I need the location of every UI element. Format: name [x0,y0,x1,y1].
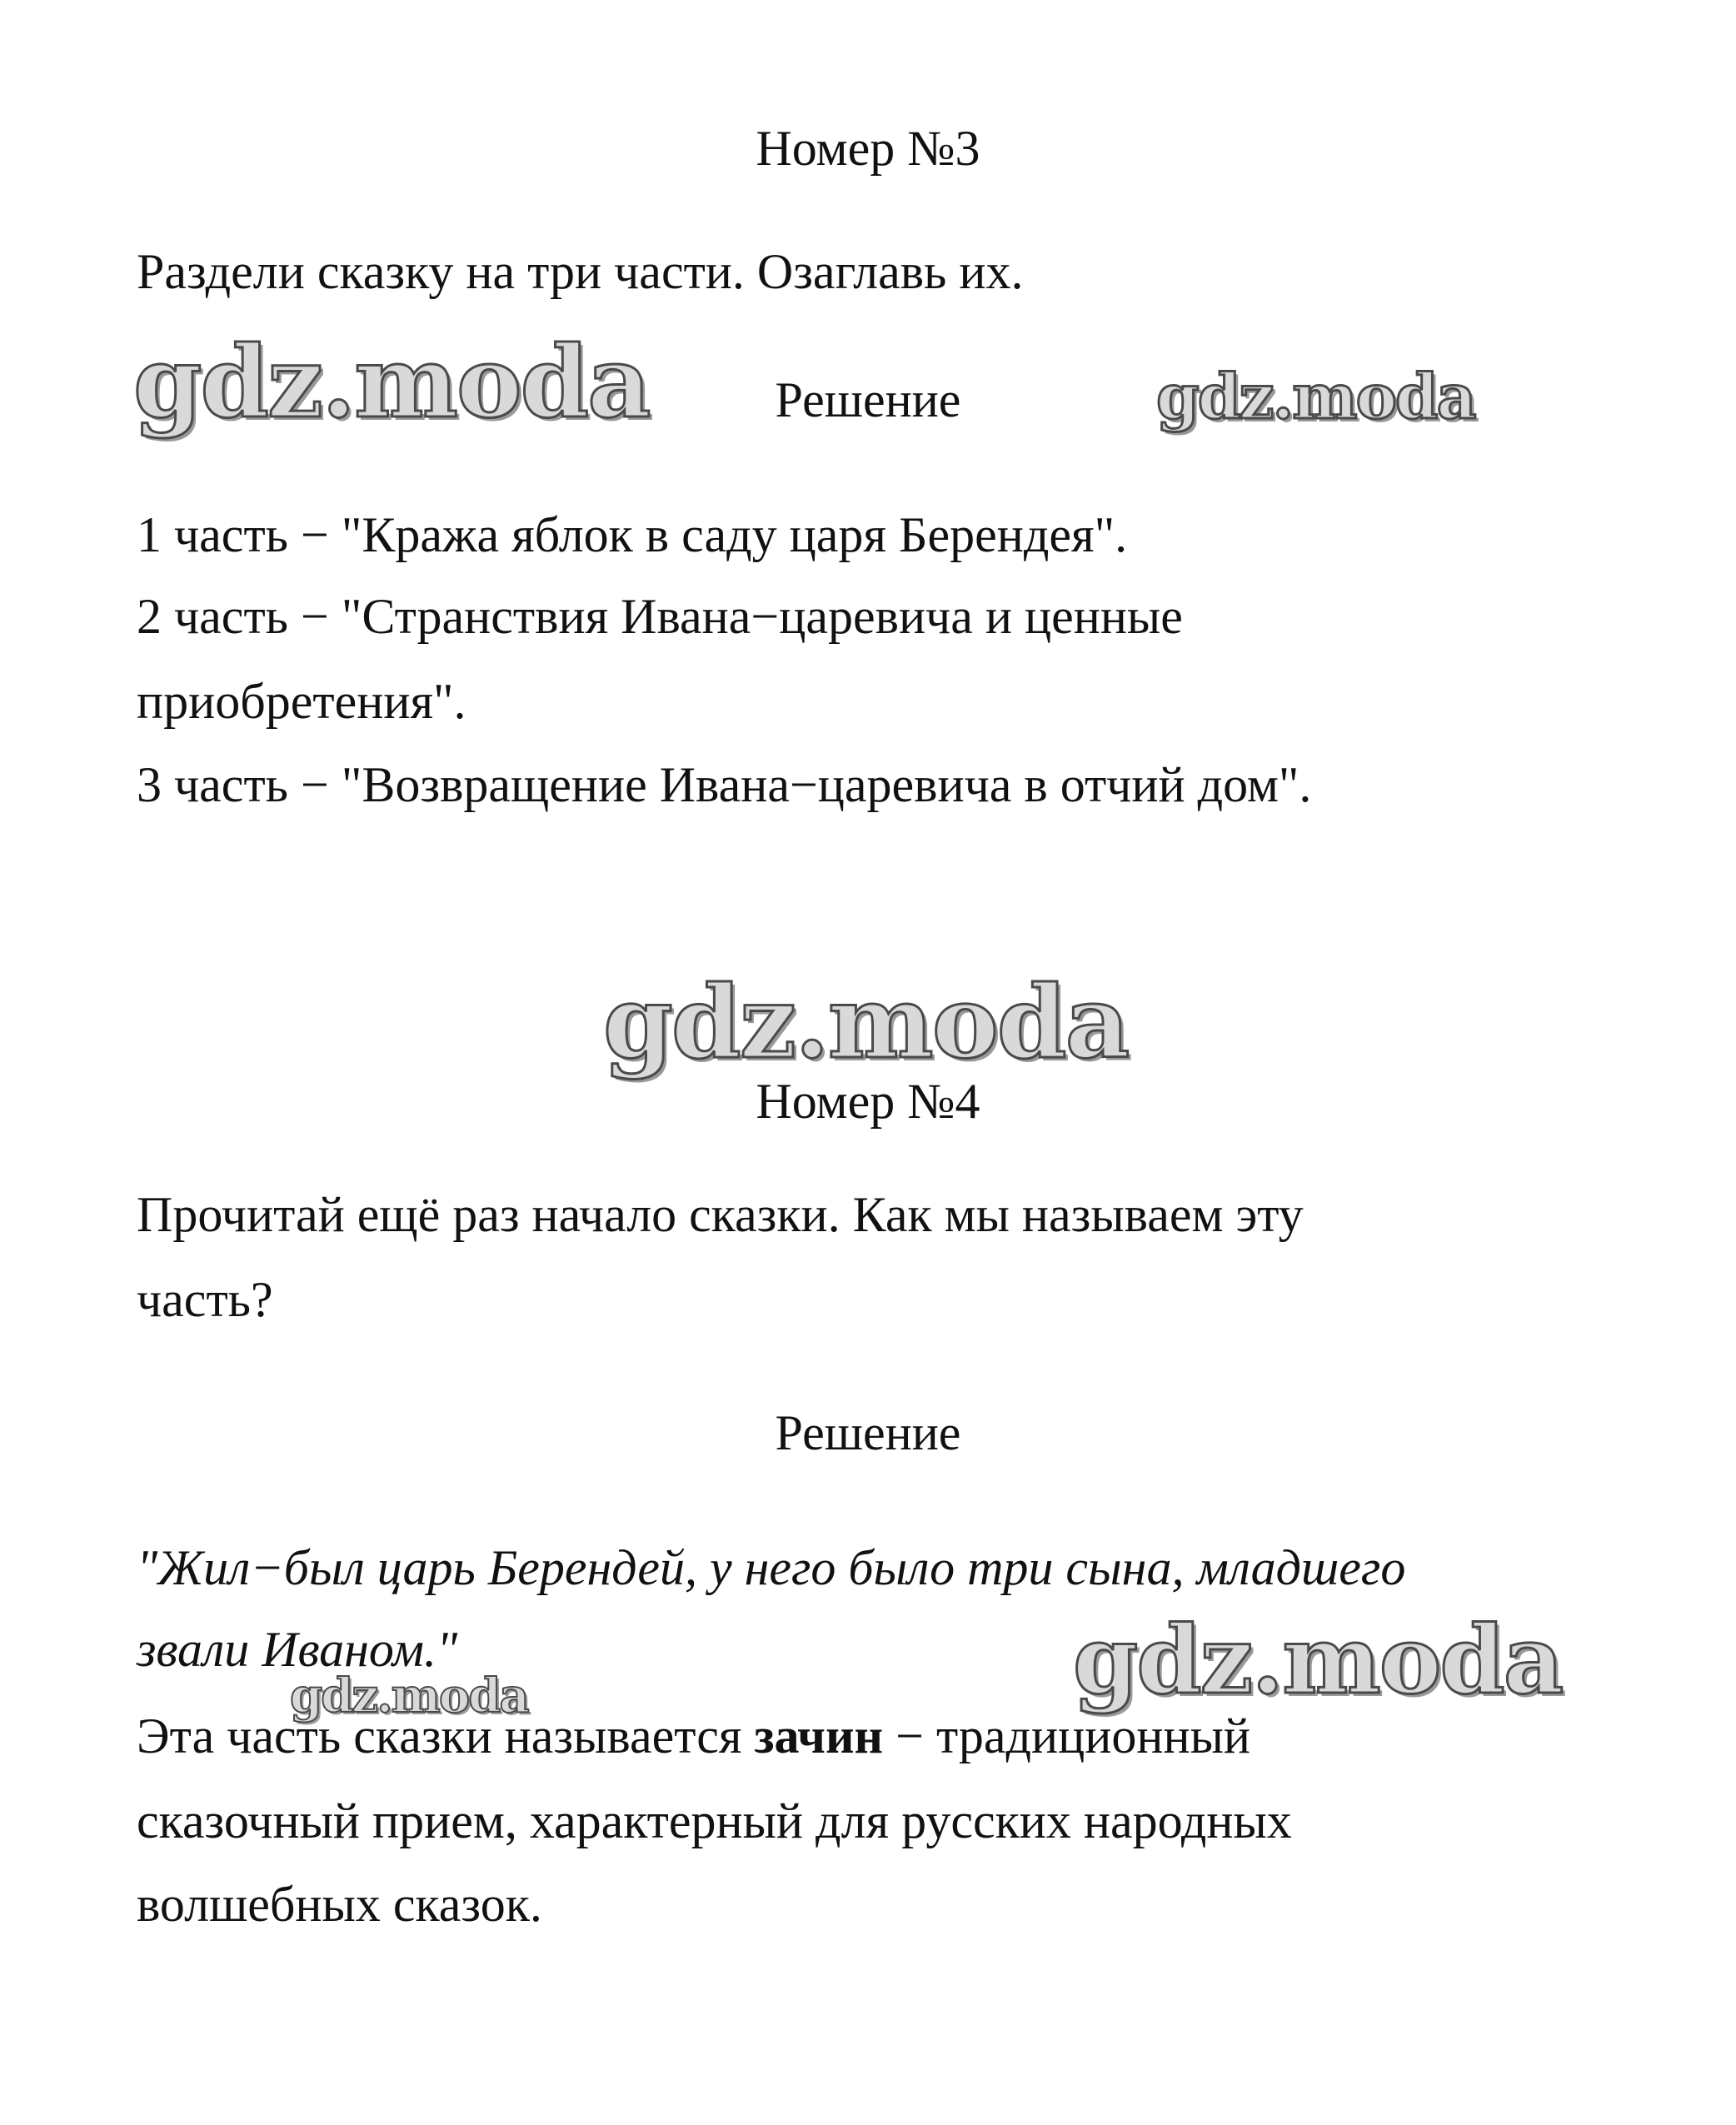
task4-answer-line: сказочный прием, характерный для русских народных [137,1793,1292,1848]
watermark-logo: gdz.moda [603,964,1129,1081]
watermark-logo: gdz.moda [133,324,650,440]
term-zachin: зачин [754,1708,884,1763]
task3-solution-label: Решение [775,372,961,427]
task4-question-line: часть? [137,1272,273,1327]
task4-answer-line [137,1708,1251,1763]
task4-solution-label: Решение [775,1405,961,1460]
watermark-logo: gdz.moda [1073,1606,1563,1715]
task3-answer-line: 3 часть − "Возвращение Ивана−царевича в отчий дом". [137,757,1312,812]
watermark-logo: gdz.moda [290,1669,528,1723]
answer-prefix: Эта часть сказки называется [137,1708,755,1763]
task4-quote-line: звали Иваном." [137,1622,458,1677]
task4-question-line: Прочитай ещё раз начало сказки. Как мы называем эту [137,1187,1304,1242]
task3-answer-line: 1 часть − "Кража яблок в саду царя Берендея". [137,507,1128,562]
task4-answer-line: волшебных сказок. [137,1877,542,1932]
task3-answer-line: 2 часть − "Странствия Ивана−царевича и ценные [137,589,1183,644]
watermark-logo: gdz.moda [1156,362,1475,433]
task3-heading: Номер №3 [756,121,980,176]
task3-answer-line: приобретения". [137,674,466,729]
task4-heading: Номер №4 [756,1074,980,1129]
answer-suffix: − традиционный [883,1708,1251,1763]
task3-question: Раздели сказку на три части. Озаглавь их. [137,244,1024,299]
task4-quote-line: "Жил−был царь Берендей, у него было три сына, младшего [137,1540,1406,1595]
